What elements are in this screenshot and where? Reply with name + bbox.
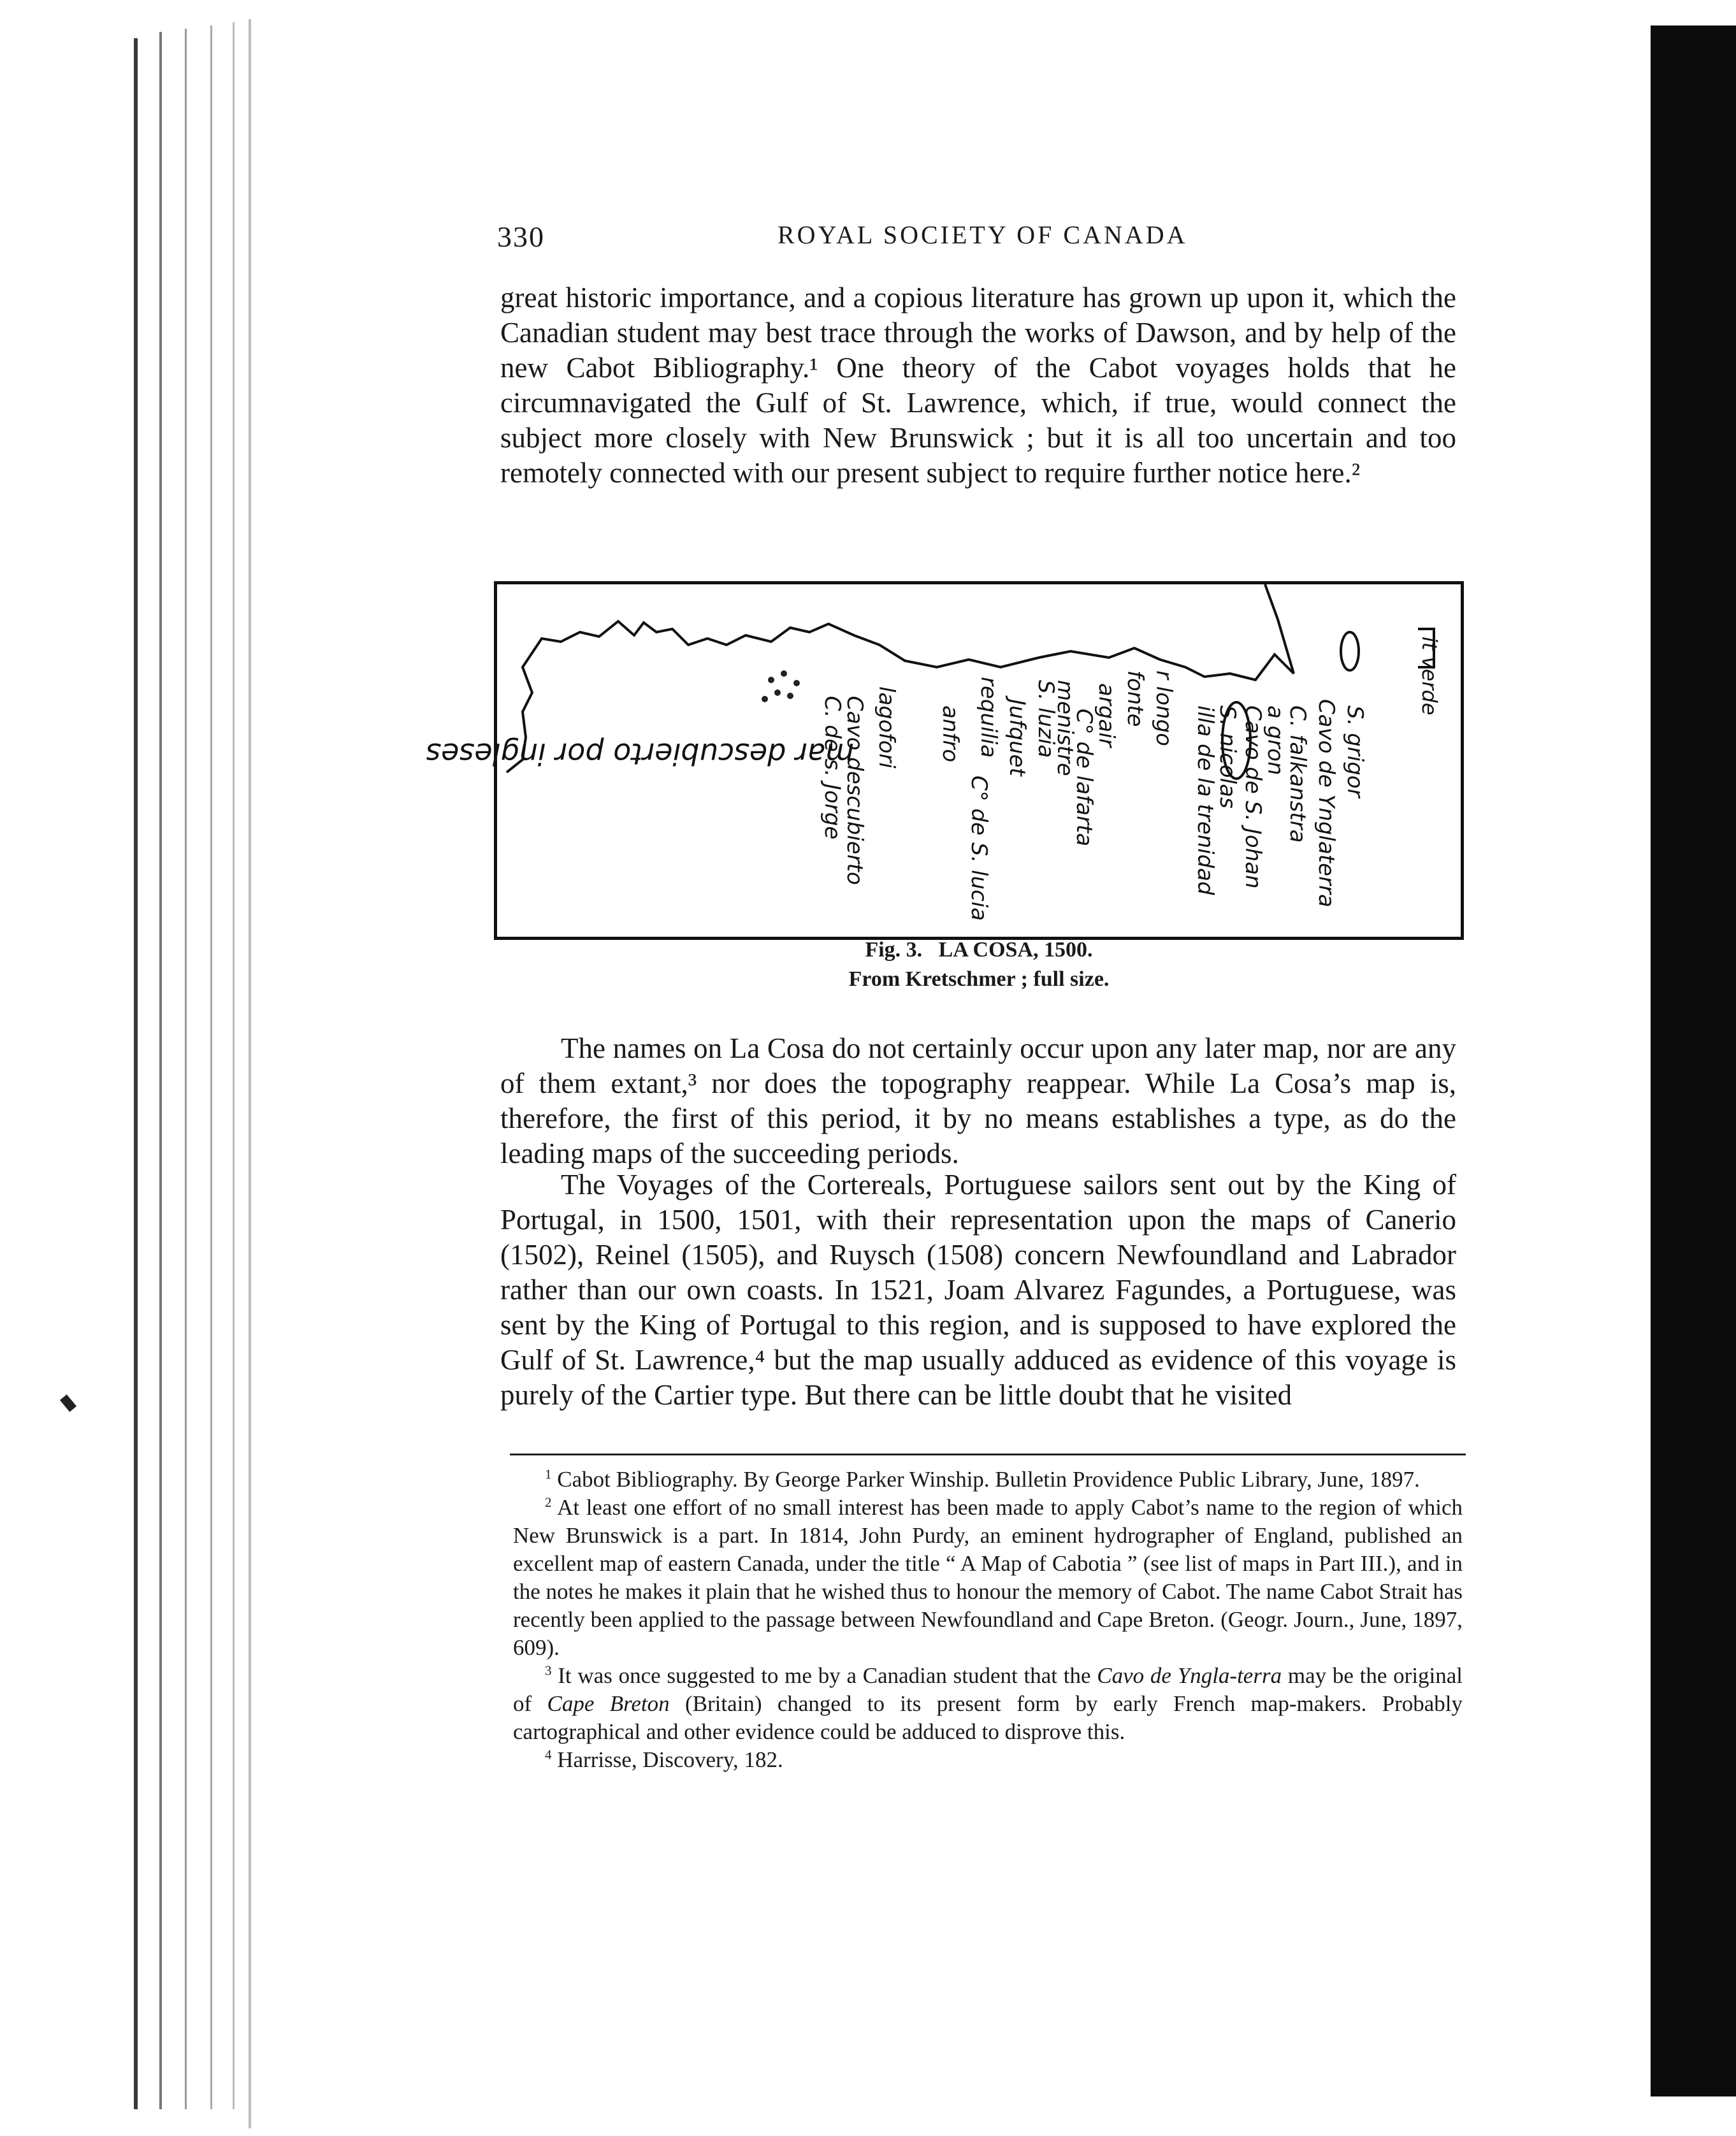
map-label: S. luzia [1033, 680, 1059, 758]
map-label: C° de lafarta [1071, 709, 1097, 847]
footnotes [513, 1466, 1463, 1774]
paragraph-3: The Voyages of the Cortereals, Portuguese sailors sent out by the King of Portugal, in 1500, 1501, with their representation upon the maps of Canerio (1502), Reinel (1505), and Ruysch (1508) concern Newfoundland and Labrador rather than our own coasts. In 1521, Joam Alvarez Fagundes, a Portuguese, was sent by the King of Portugal to this region, and is supposed to have explored the Gulf of St. Lawrence,⁴ but the map usually adduced as evidence of this voyage is purely of the Cartier type. But there can be little doubt that he visited [500, 1169, 1456, 1411]
map-label: argair [1094, 683, 1119, 747]
footnote-text: It was once suggested to me by a Canadian student that the [558, 1663, 1091, 1688]
figure-caption [494, 935, 1464, 994]
map-label: C° de S. lucia [966, 776, 992, 921]
map-label: S. grigor [1342, 705, 1368, 798]
footnote-marker: 2 [545, 1494, 552, 1510]
footnote-marker: 1 [545, 1466, 552, 1482]
caption-line-2: From Kretschmer ; full size. [848, 967, 1110, 991]
map-label: a gron [1262, 705, 1288, 776]
island-cluster [762, 670, 800, 702]
map-label: C. de s. Jorge [820, 696, 845, 840]
map-label: it verde [1417, 637, 1442, 716]
footnote-italic: Cape Breton [547, 1691, 670, 1716]
map-label: Cavo descubierto [842, 696, 867, 885]
footnote-2 [513, 1494, 1463, 1662]
map-label: S. nicolas [1215, 705, 1240, 809]
page-edge-line [134, 38, 138, 2109]
map-label: illa de la trenidad [1192, 705, 1218, 895]
footnote-3 [513, 1662, 1463, 1746]
map-label: r longo [1151, 670, 1176, 746]
footnote-text: may be the original of [513, 1663, 1463, 1716]
map-label: requilia [976, 677, 1001, 758]
footnote-text: At least one effort of no small interest has been made to apply Cabot’s name to the region of which New Brunswick is a part. In 1814, John Purdy, an eminent hydrographer of England, published an excellent map of eastern Canada, under the title “ A Map of Cabotia ” (see list of maps in Part III.), and in the notes he makes it plain that he wished thus to honour the memory of Cabot. The name Cabot Strait has recently been applied to the passage between Newfoundland and Cape Breton. (Geogr. Journ., June, 1897, 609). [513, 1495, 1463, 1660]
footnote-text: Harrisse, Discovery, 182. [557, 1747, 783, 1772]
map-label-sea: mar descubierto por ingleses [426, 737, 854, 771]
island-shape [1341, 632, 1359, 670]
map-label: anfro [937, 705, 963, 763]
map-label: Cavo de S. Johan [1240, 705, 1266, 889]
footnote-text: (Britain) changed to its present form by early French map-makers. Probably cartographical and other evidence could be adduced to disprove this. [513, 1691, 1463, 1744]
page-edge-line [210, 25, 212, 2109]
la-cosa-map [426, 584, 1461, 937]
map-label: fonte [1122, 670, 1148, 727]
footnote-4 [513, 1746, 1463, 1774]
facing-page-edge [1651, 25, 1736, 2096]
paragraph-2: The names on La Cosa do not certainly occur upon any later map, nor are any of them extant,³ nor does the topography reappear. While La Cosa’s map is, therefore, the first of this period, it by no means establishes a type, as do the leading maps of the succeeding periods. [500, 1032, 1456, 1169]
map-figure [426, 581, 1464, 940]
page-edge-line [233, 22, 235, 2109]
speck-mark [60, 1394, 76, 1411]
caption-line-1: Fig. 3. LA COSA, 1500. [865, 938, 1093, 962]
map-label: lagofori [874, 686, 899, 769]
running-head [497, 220, 1466, 258]
footnote-marker: 4 [545, 1747, 552, 1763]
map-label: menistre [1052, 680, 1078, 776]
running-title: ROYAL SOCIETY OF CANADA [778, 220, 1188, 249]
map-label: Cavo de Ynglaterra [1313, 699, 1339, 907]
paragraph-1: great historic importance, and a copious literature has grown up upon it, which the Canadian student may best trace through the works of Dawson, and by help of the new Cabot Bibliography.¹ One theory of the Cabot voyages holds that he circumnavigated the Gulf of St. Lawrence, which, if true, would connect the subject more closely with New Brunswick ; but it is all too uncertain and too remotely connected with our present subject to require further notice here.² [500, 282, 1456, 489]
footnote-italic: Cavo de Yngla-terra [1097, 1663, 1282, 1688]
map-label: Jufquet [1004, 699, 1030, 776]
page-edge-line [185, 29, 187, 2109]
footnote-rule [510, 1454, 1466, 1455]
footnote-marker: 3 [545, 1663, 552, 1678]
map-label: C. falkanstra [1285, 705, 1310, 843]
footnote-text: Cabot Bibliography. By George Parker Winship. Bulletin Providence Public Library, June, 1897. [557, 1467, 1420, 1492]
page-number: 330 [497, 220, 545, 253]
page-edge-line [159, 32, 162, 2109]
footnote-1 [513, 1466, 1463, 1494]
